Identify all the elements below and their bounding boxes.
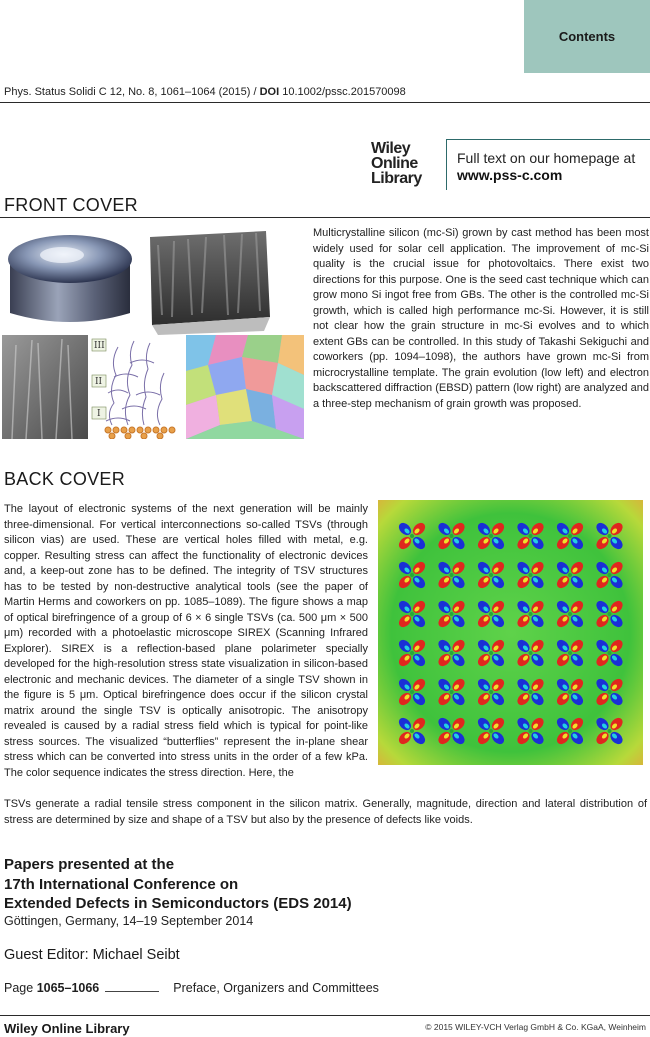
footer-divider [0, 1015, 650, 1016]
toc-entry[interactable] [4, 981, 379, 995]
ingot-photo [2, 225, 142, 331]
stage-label-1: I [97, 409, 101, 419]
citation [4, 86, 406, 98]
page-range[interactable]: 1065–1066 [36, 981, 100, 995]
page-label: Page [4, 981, 34, 995]
fulltext-url-link[interactable]: www.pss-c.com [457, 167, 563, 183]
doi-value: 10.1002/pssc.201570098 [279, 86, 406, 98]
conference-location: Göttingen, Germany, 14–19 September 2014 [4, 914, 254, 928]
top-divider [0, 102, 650, 103]
front-cover-text: Multicrystalline silicon (mc-Si) grown by cast method has been most widely used for solar cell application. The improvement of mc-Si quality is the crucial issue for photovoltaics. There exist two directions for this purpose. One is the seed cast technique which can grow mono Si ingot free from GBs. The other is the controlled mc-Si growth, which is called high performance mc-Si. However, it is still not clear how the grain structure in mc-Si evolves and to which extent GBs can be controlled. In this study of Takashi Sekiguchi and coworkers (pp. 1094–1098), the authors have grown mc-Si from microcrystalline template. The grain evolution (low left) and electron backscattered diffraction (EBSD) pattern (low right) are analyzed and a three-step mechanism of grain growth was proposed. [313, 227, 649, 410]
conference-heading [4, 855, 352, 914]
logo-line-1: Wiley [371, 140, 411, 157]
doi-label: DOI [259, 86, 280, 98]
contents-tab[interactable] [524, 0, 650, 73]
conference-heading-line-1: Papers presented at the [4, 856, 175, 873]
conference-heading-line-2: 17th International Conference on [4, 875, 239, 893]
footer-copyright: © 2015 WILEY-VCH Verlag GmbH & Co. KGaA, Weinheim [425, 1022, 646, 1032]
leader-line [105, 981, 159, 992]
preface-link[interactable]: Preface, Organizers and Committees [173, 981, 379, 995]
stage-labels [92, 339, 106, 419]
citation-journal: Phys. Status Solidi C 12, No. 8, 1061–1064 (2015) / [4, 86, 260, 98]
back-cover-title: BACK COVER [4, 469, 126, 489]
front-cover-image [2, 225, 304, 439]
conference-heading-line-3: Extended Defects in Semiconductors (EDS 2014) [4, 895, 352, 912]
footer-wiley-online-library[interactable]: Wiley Online Library [4, 1021, 130, 1036]
contents-label[interactable]: Contents [558, 29, 616, 44]
front-cover-divider [0, 217, 650, 218]
guest-editor: Guest Editor: Michael Seibt [4, 947, 180, 963]
logo-line-2: Online [371, 155, 418, 172]
logo-line-3: Library [371, 170, 422, 187]
stage-label-2: II [95, 377, 103, 387]
tsv-birefringence-map [378, 500, 643, 765]
grain-evolution-photo [2, 335, 88, 439]
sem-crosssection [150, 231, 270, 335]
back-cover-text-continued: TSVs generate a radial tensile stress component in the silicon matrix. Generally, magnitude, direction and lateral distribution of stress are determined by size and shape of a TSV but also by the presence of defects like voids. [4, 798, 647, 826]
wiley-online-library-logo[interactable] [371, 141, 437, 186]
stage-label-3: III [94, 341, 105, 351]
ebsd-map [186, 335, 304, 439]
back-cover-text: The layout of electronic systems of the next generation will be mainly three-dimensional. For vertical interconnections so-called TSVs (through silicon vias) are used. These are vertical holes filled with metal, e.g. copper. Resulting stress can affect the functionality of electronic devices and, a keep-out zone has to be defined. The integrity of TSV structures has to be tested by non-destructive analytical tools (see the paper of Martin Herms and coworkers on pp. 1085–1089). The figure shows a map of optical birefringence of a group of 6 × 6 single TSVs (ca. 500 μm × 500 μm) recorded with a photoelastic microscope SIREX (Scanning Infrared Explorer). SIREX is a reflection-based plane polarimeter specially developed for the high-resolution stress state visualization in silicon-based electronic and mechanic devices. The diameter of a single TSV shown in the figure is 5 μm. Optical birefringence does occur if the silicon crystal matrix around the single TSV is optically anisotropic. The anisotropy revealed is caused by a radial stress field which is typical for point-like stress sources. The visualized “butterflies” represent the in-plane shear stress which can be converted into stress units in the order of a few kPa. The color sequence indicates the stress direction. Here, the [4, 503, 368, 779]
fulltext-caption: Full text on our homepage at [457, 150, 636, 166]
front-cover-title: FRONT COVER [4, 195, 138, 215]
